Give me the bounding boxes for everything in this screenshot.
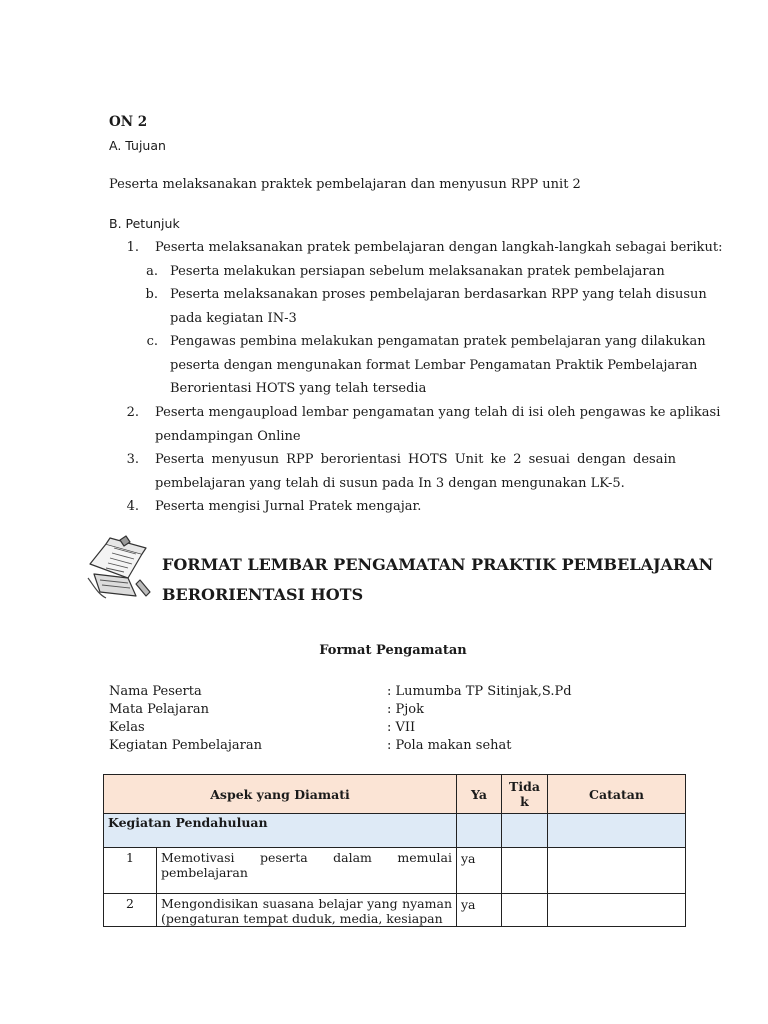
step-text: pembelajaran yang telah di susun pada In 3 dengan mengunakan LK-5. — [155, 476, 625, 491]
row-description-text: Mengondisikan suasana belajar yang nyaman (pengaturan tempat duduk, media, kesiapan — [161, 896, 452, 926]
substep-number: c. — [146, 334, 158, 349]
row-tidak-value — [502, 848, 548, 894]
meta-label-kegiatan: Kegiatan Pembelajaran — [109, 738, 262, 753]
meta-label-mapel: Mata Pelajaran — [109, 702, 210, 717]
step-text: Peserta melaksanakan pratek pembelajaran dengan langkah-langkah sebagai berikut: — [155, 240, 723, 255]
meta-value-nama: : Lumumba TP Sitinjak,S.Pd — [387, 684, 572, 699]
step-number: 2. — [126, 405, 139, 420]
header-ya: Ya — [457, 775, 502, 814]
step-number: 1. — [126, 240, 139, 255]
row-ya-value: ya — [457, 848, 502, 894]
observation-table — [103, 774, 686, 927]
substep-text: Peserta melaksanakan proses pembelajaran berdasarkan RPP yang telah disusun — [170, 287, 707, 302]
table-cell — [502, 814, 548, 848]
header-aspek: Aspek yang Diamati — [104, 775, 457, 814]
substep-number: b. — [145, 287, 158, 302]
meta-value-kelas: : VII — [387, 720, 416, 735]
subheading-petunjuk: B. Petunjuk — [109, 216, 180, 231]
format-title-line: FORMAT LEMBAR PENGAMATAN PRAKTIK PEMBELAJARAN — [162, 555, 714, 574]
substep-number: a. — [146, 264, 158, 279]
step-text: pendampingan Online — [155, 429, 301, 444]
format-title — [162, 550, 713, 610]
row-number: 2 — [104, 894, 157, 927]
step-text: Peserta mengisi Jurnal Pratek mengajar. — [155, 499, 422, 514]
substep-text: Pengawas pembina melakukan pengamatan pratek pembelajaran yang dilakukan — [170, 334, 706, 349]
header-tidak-line: k — [520, 794, 529, 809]
row-catatan-value — [548, 848, 686, 894]
step-text: Peserta mengaupload lembar pengamatan yang telah di isi oleh pengawas ke aplikasi — [155, 405, 721, 420]
tujuan-text: Peserta melaksanakan praktek pembelajaran dan menyusun RPP unit 2 — [109, 177, 581, 192]
substep-text: pada kegiatan IN-3 — [170, 311, 297, 326]
meta-value-kegiatan: : Pola makan sehat — [387, 738, 512, 753]
substep-text: peserta dengan mengunakan format Lembar Pengamatan Praktik Pembelajaran — [170, 358, 698, 373]
step-text: Peserta menyusun RPP berorientasi HOTS Unit ke 2 sesuai dengan desain — [155, 452, 676, 467]
header-catatan: Catatan — [548, 775, 686, 814]
meta-label-nama: Nama Peserta — [109, 684, 202, 699]
row-number: 1 — [104, 848, 157, 894]
table-header-row — [104, 775, 686, 814]
substep-text: Berorientasi HOTS yang telah tersedia — [170, 381, 427, 396]
row-description — [157, 894, 457, 927]
row-catatan-value — [548, 894, 686, 927]
section-label: Kegiatan Pendahuluan — [104, 814, 457, 848]
meta-value-mapel: : Pjok — [387, 702, 424, 717]
clipboard-document-icon — [84, 534, 156, 602]
subheading-tujuan: A. Tujuan — [109, 138, 166, 153]
row-tidak-value — [502, 894, 548, 927]
header-tidak — [502, 775, 548, 814]
section-row — [104, 814, 686, 848]
section-heading: ON 2 — [109, 114, 148, 130]
table-row — [104, 894, 686, 927]
table-cell — [457, 814, 502, 848]
format-title-line: BERORIENTASI HOTS — [162, 585, 364, 604]
row-ya-value: ya — [457, 894, 502, 927]
meta-label-kelas: Kelas — [109, 720, 145, 735]
step-number: 4. — [126, 499, 139, 514]
table-row — [104, 848, 686, 894]
substep-text: Peserta melakukan persiapan sebelum melaksanakan pratek pembelajaran — [170, 264, 665, 279]
header-tidak-line: Tida — [509, 779, 540, 794]
format-subtitle: Format Pengamatan — [319, 643, 467, 658]
row-description: Memotivasi peserta dalam memulai pembelajaran — [157, 848, 457, 894]
table-cell — [548, 814, 686, 848]
step-number: 3. — [126, 452, 139, 467]
